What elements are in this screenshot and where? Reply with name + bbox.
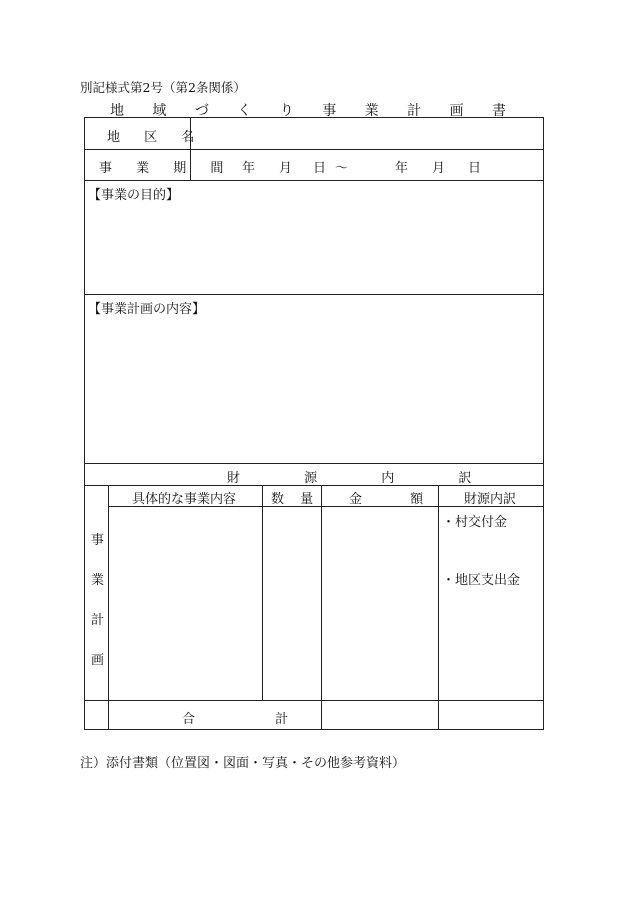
form-reference: 別記様式第2号（第2条関係） bbox=[80, 80, 246, 95]
period-start-day: 日 bbox=[313, 161, 327, 176]
col-header-amount: 金 額 bbox=[349, 492, 446, 507]
period-end-year: 年 bbox=[395, 161, 409, 176]
col-header-source: 財源内訳 bbox=[464, 492, 517, 507]
vertical-label-char: 業 bbox=[91, 573, 105, 588]
column-divider bbox=[321, 485, 322, 729]
row-divider bbox=[85, 700, 543, 701]
col-header-quantity: 数 量 bbox=[271, 492, 320, 507]
vertical-label-char: 画 bbox=[91, 653, 105, 668]
period-label: 事 業 期 間 bbox=[99, 161, 234, 176]
row-divider bbox=[85, 180, 543, 181]
col-header-content: 具体的な事業内容 bbox=[132, 492, 237, 507]
period-start-year: 年 bbox=[242, 161, 256, 176]
column-divider bbox=[262, 485, 263, 700]
plan-heading: 【事業計画の内容】 bbox=[88, 302, 206, 317]
attachment-note: 注）添付書類（位置図・図面・写真・その他参考資料） bbox=[80, 756, 406, 771]
period-end-day: 日 bbox=[468, 161, 482, 176]
row-divider bbox=[85, 294, 543, 295]
period-end-month: 月 bbox=[432, 161, 446, 176]
total-label: 合 計 bbox=[182, 712, 327, 727]
period-start-month: 月 bbox=[279, 161, 293, 176]
period-separator: ～ bbox=[335, 161, 349, 176]
source-village-grant: ・村交付金 bbox=[442, 515, 508, 530]
row-divider bbox=[85, 463, 543, 464]
column-divider bbox=[438, 485, 439, 729]
finance-heading: 財 源 内 訳 bbox=[227, 471, 502, 486]
purpose-heading: 【事業の目的】 bbox=[88, 188, 180, 203]
district-label: 地 区 名 bbox=[107, 130, 205, 145]
row-divider bbox=[85, 149, 543, 150]
vertical-label-char: 計 bbox=[91, 613, 105, 628]
form-table bbox=[84, 117, 544, 730]
document-title: 地 域 づ く り 事 業 計 画 書 bbox=[109, 103, 519, 119]
column-divider bbox=[108, 485, 109, 729]
source-district-expense: ・地区支出金 bbox=[442, 573, 521, 588]
vertical-label-char: 事 bbox=[91, 533, 105, 548]
